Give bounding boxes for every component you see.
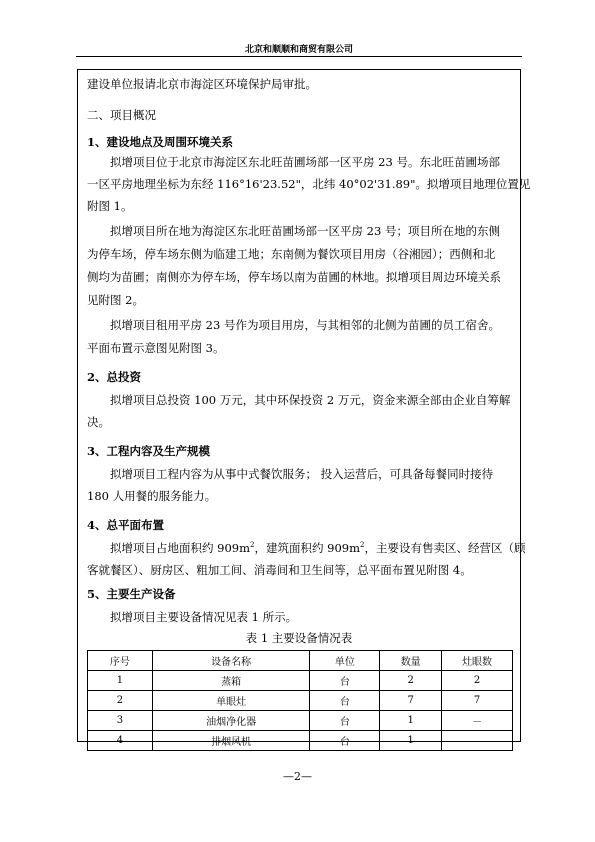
table-row [88,731,513,751]
paragraph-rental-line: 平面布置示意图见附图 3。 [87,341,225,355]
subsection-heading-location: 1、建设地点及周围环境关系 [87,135,234,149]
paragraph-investment-line: 决。 [87,415,110,429]
table-cell: 7 [380,691,442,711]
subsection-heading-scope: 3、工程内容及生产规模 [87,444,211,458]
table-cell [442,731,513,751]
table-row [88,691,513,711]
table-cell: 2 [380,671,442,691]
page-header: 北京和顺顺和商贸有限公司 [244,45,353,55]
subsection-heading-layout: 4、总平面布置 [87,518,165,532]
paragraph-environment-line: 为停车场，停车场东侧为临建工地；东南侧为餐饮项目用房（谷湘园）；西侧和北 [87,247,496,261]
header-cell: 数量 [380,651,442,671]
table-cell: 1 [380,731,442,751]
paragraph-layout-line [110,537,538,559]
paragraph-scope-line: 拟增项目工程内容为从事中式餐饮服务； 投入运营后，可具备每餐同时接待 [110,467,494,481]
table-cell: 1 [380,711,442,731]
table-cell: 蒸箱 [152,671,310,691]
paragraph-investment-line: 拟增项目总投资 100 万元，其中环保投资 2 万元，资金来源全部由企业自筹解 [110,393,511,407]
table-cell: － [442,711,513,731]
superscript: 2 [360,541,365,550]
table-cell: 1 [88,671,153,691]
paragraph-scope-line: 180 人用餐的服务能力。 [87,489,217,503]
table-caption: 表 1 主要设备情况表 [245,631,353,645]
subsection-heading-equipment: 5、主要生产设备 [87,587,176,601]
table-cell: 台 [310,691,380,711]
page-number: —2— [283,770,312,783]
table-row [88,671,513,691]
table-cell: 4 [88,731,153,751]
table-cell: 排烟风机 [152,731,310,751]
header-rule [76,56,522,57]
subsection-heading-investment: 2、总投资 [87,370,142,384]
table-cell: 2 [88,691,153,711]
paragraph-environment-line: 拟增项目所在地为海淀区东北旺苗圃场部一区平房 23 号；项目所在地的东侧 [110,224,500,238]
paragraph-environment-line: 见附图 2。 [87,293,144,307]
paragraph-location-line: 附图 1。 [87,199,133,213]
table-cell: 单眼灶 [152,691,310,711]
paragraph-location-line: 一区平房地理坐标为东经 116°16'23.52"，北纬 40°02'31.89"。拟增项目地理位置见 [87,177,531,191]
table-cell: 7 [442,691,513,711]
layout-text: ，建筑面积约 909m [254,541,360,555]
paragraph-equipment-line: 拟增项目主要设备情况见表 1 所示。 [110,610,298,624]
header-cell: 设备名称 [152,651,310,671]
table-cell: 台 [310,671,380,691]
table-cell: 台 [310,731,380,751]
header-cell: 序号 [88,651,153,671]
paragraph-approval: 建设单位报请北京市海淀区环境保护局审批。 [87,77,317,91]
header-cell: 单位 [310,651,380,671]
table-cell: 2 [442,671,513,691]
header-cell: 灶眼数 [442,651,513,671]
superscript: 2 [250,541,255,550]
section-heading-overview: 二、项目概况 [87,108,156,122]
table-cell: 台 [310,711,380,731]
paragraph-rental-line: 拟增项目租用平房 23 号作为项目用房，与其相邻的北侧为苗圃的员工宿舍。 [110,318,500,332]
paragraph-environment-line: 侧均为苗圃；南侧亦为停车场，停车场以南为苗圃的林地。拟增项目周边环境关系 [87,270,501,284]
layout-text: ，主要设有售卖区、经营区（顾 [364,541,526,555]
paragraph-layout-line: 客就餐区）、厨房区、粗加工间、消毒间和卫生间等，总平面布置见附图 4。 [87,563,472,577]
table-header-row [88,651,513,671]
layout-text: 拟增项目占地面积约 909m [110,541,251,555]
table-row [88,711,513,731]
equipment-table [87,650,513,751]
table-cell: 油烟净化器 [152,711,310,731]
paragraph-location-line: 拟增项目位于北京市海淀区东北旺苗圃场部一区平房 23 号。东北旺苗圃场部 [110,155,500,169]
table-cell: 3 [88,711,153,731]
